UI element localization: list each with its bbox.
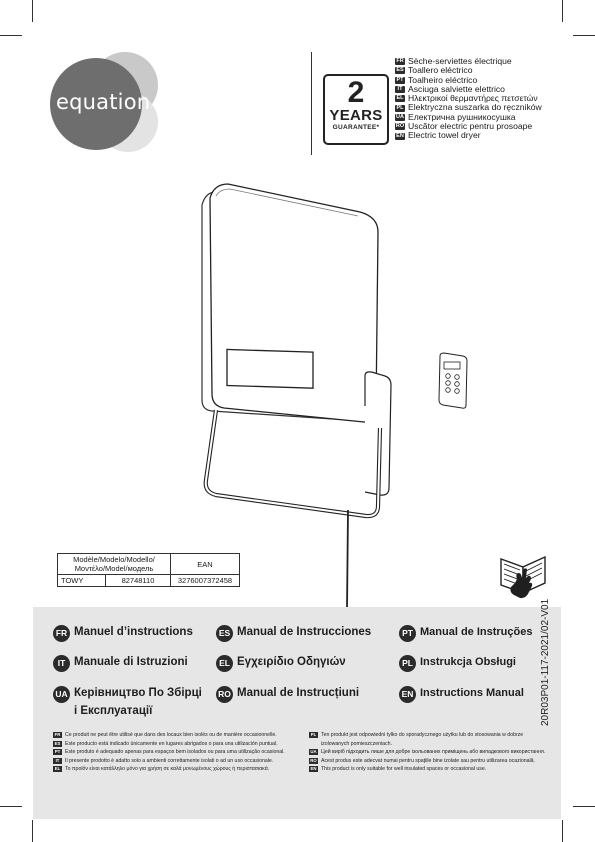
product-name: Asciuga salviette elettrico [408, 83, 505, 94]
lang-badge: UA [53, 686, 70, 703]
lang-badge: PT [399, 625, 416, 642]
lang-tag: FR [396, 58, 404, 65]
usage-note-text: Acest produs este adecvat numai pentru spaţiile bine izolate sau pentru utilizarea ocazională. [321, 757, 535, 764]
usage-note [53, 757, 303, 766]
usage-notes-right [309, 731, 554, 774]
usage-note-text: Este producto está indicado únicamente en lugares abrigados o para una utilización puntual. [65, 740, 278, 747]
usage-note-text: Το προϊόν είναι κατάλληλο μόνο για χρήση σε καλά μονωμένους χώρους ή περιστασιακά. [65, 766, 270, 773]
lang-tag: IT [395, 86, 405, 93]
product-name-row [395, 131, 542, 140]
usage-note [53, 748, 303, 757]
manual-title-pt [399, 625, 532, 642]
equation-logo [50, 50, 160, 160]
header-divider [311, 52, 312, 155]
manual-title-text: Manual de Instruções [420, 626, 533, 638]
lang-tag: PT [396, 76, 404, 83]
remote-control-illustration [437, 352, 468, 410]
lang-badge: RO [216, 686, 233, 703]
usage-note-text: Ce produit ne peut être utilisé que dans des locaux bien isolés ou de manière occasionnelle. [65, 732, 277, 738]
usage-notes-left [53, 731, 303, 774]
model-cell: TOWY [58, 575, 106, 587]
manual-title-es [216, 625, 371, 642]
manual-title-ua [53, 686, 202, 719]
usage-note-text: Ten produkt jest odpowiedni tylko do sporadycznego użytku lub do stosowania w dobrze [321, 732, 524, 738]
lang-tag: EL [54, 766, 61, 772]
manual-title-en [399, 686, 524, 703]
manual-title-pl [399, 655, 516, 672]
product-name: Toallero eléctrico [408, 65, 473, 76]
lang-tag: PT [54, 749, 61, 755]
ean-cell: 3276007372458 [171, 575, 240, 587]
lang-tag: RO [395, 123, 405, 130]
usage-note [309, 757, 554, 766]
guarantee-number: 2 [347, 76, 365, 109]
guarantee-badge [323, 74, 389, 145]
ref-cell: 82748110 [105, 575, 170, 587]
lang-tag: EL [396, 95, 404, 102]
lang-badge: EL [216, 655, 233, 672]
crop-mark [0, 35, 22, 36]
usage-note-text: Il presente prodotto è adatto solo a ambienti correttamente isolati o ad un uso occasionale. [65, 757, 274, 764]
table-row [58, 554, 240, 575]
crop-mark [32, 820, 33, 842]
crop-mark [32, 0, 33, 22]
manual-title-text: Instrukcja Obsługi [420, 656, 516, 668]
manual-title-text: Manuel d’instructions [74, 626, 193, 638]
lang-tag: UA [310, 749, 317, 755]
logo-text: equation [56, 90, 151, 114]
usage-note-text: Цей виріб підходить лише для добре ізольованих приміщень або випадкового використання. [321, 749, 546, 756]
lang-badge: PL [399, 655, 416, 672]
usage-note-text-continued: izolowanych pomieszczeniach. [321, 740, 392, 747]
usage-note [309, 731, 554, 740]
usage-note [53, 765, 303, 774]
usage-note [309, 748, 554, 757]
usage-note [309, 740, 554, 749]
lang-tag: EN [396, 132, 404, 139]
manual-title-el [216, 655, 346, 672]
crop-mark [562, 0, 563, 22]
model-ean-table [57, 553, 240, 587]
crop-mark [562, 820, 563, 842]
guarantee-label: GUARANTEE* [332, 124, 380, 131]
guarantee-years: YEARS [329, 107, 383, 124]
manual-title-ro [216, 686, 359, 703]
crop-mark [573, 35, 595, 36]
product-name: Ηλεκτρικοί θερμαντήρες πετσετών [408, 93, 538, 104]
document-reference: 20R03P01-117-2021/02-V01 [540, 598, 551, 726]
product-name: Електрична рушникосушка [408, 111, 516, 122]
usage-note-text: This product is only suitable for well insulated spaces or occasional use. [321, 766, 487, 773]
manual-title-text: Instructions Manual [420, 687, 524, 699]
manual-title-fr [53, 625, 193, 642]
lang-tag: ES [396, 67, 404, 74]
manual-title-text: Manuale di Istruzioni [74, 656, 188, 668]
manual-title-text: Manual de Instrucciones [237, 626, 372, 638]
product-name: Electric towel dryer [408, 130, 481, 141]
manual-title-text: Εγχειρίδιο Οδηγιών [237, 656, 346, 668]
lang-tag: EN [310, 766, 317, 772]
lang-tag: UA [396, 113, 404, 120]
manual-title-text: Manual de Instrucțiuni [237, 687, 360, 699]
towel-dryer-illustration [180, 170, 400, 610]
model-header-cell: Modèle/Modelo/Modello/ Μοντέλο/Model/модель [58, 554, 171, 575]
manual-title-text-line2: і Експлуатації [74, 705, 153, 717]
usage-note-text: Este produto é adequado apenas para espaços bem isolados ou para uma utilização ocasional. [65, 749, 285, 756]
lang-tag: FR [54, 732, 61, 737]
product-name: Sèche-serviettes électrique [408, 56, 512, 66]
manual-title-it [53, 655, 188, 672]
lang-tag: RO [310, 757, 317, 763]
product-name: Toalheiro eléctrico [408, 74, 478, 85]
usage-note [309, 765, 554, 774]
manual-title-text-block [74, 686, 202, 719]
crop-mark [0, 806, 22, 807]
lang-badge: ES [216, 625, 233, 642]
usage-note [53, 740, 303, 749]
product-name: Uscător electric pentru prosoape [408, 121, 533, 132]
lang-tag: ES [54, 740, 61, 746]
table-row [58, 575, 240, 587]
product-name: Elektryczna suszarka do ręczników [408, 102, 542, 113]
lang-tag: PL [310, 732, 317, 737]
ean-header-cell: EAN [171, 554, 240, 575]
lang-badge: EN [399, 686, 416, 703]
usage-note [53, 731, 303, 740]
crop-mark [573, 806, 595, 807]
manual-title-text: Керівництво По Збірці [74, 687, 202, 699]
lang-badge: FR [53, 625, 70, 642]
lang-badge: IT [53, 655, 70, 672]
product-name-list [395, 57, 542, 141]
read-manual-icon [495, 545, 553, 603]
lang-tag: IT [53, 758, 62, 764]
lang-tag: PL [396, 104, 404, 111]
